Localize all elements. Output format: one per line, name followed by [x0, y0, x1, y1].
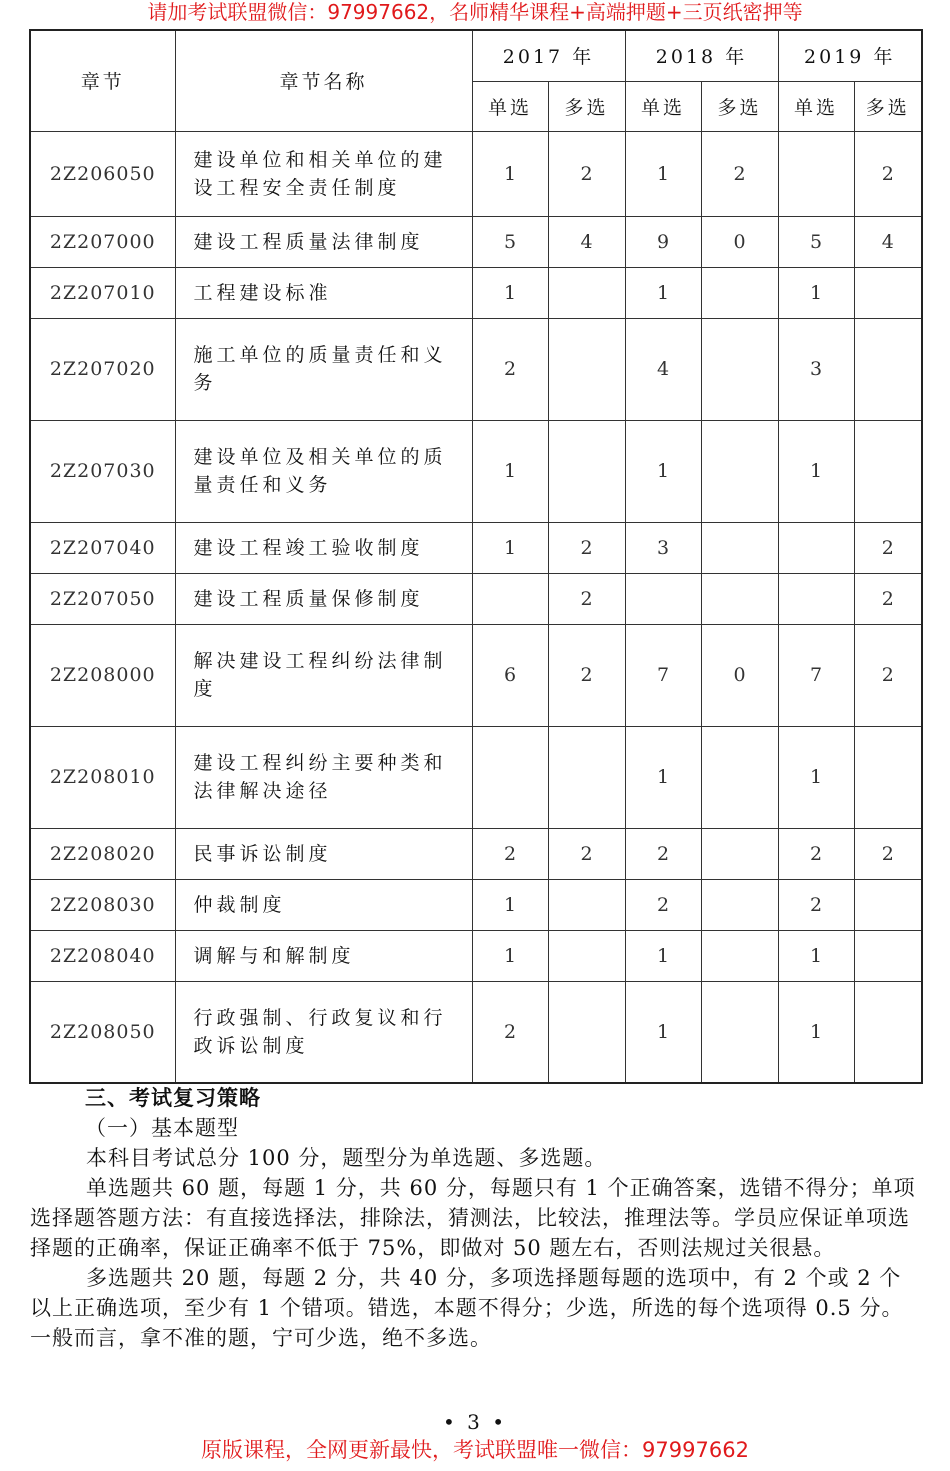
- table-row: [30, 131, 922, 216]
- question-count-cell: [701, 726, 778, 828]
- header-multi: 多选: [548, 81, 625, 131]
- question-count-cell: [472, 573, 548, 624]
- table-row: [30, 726, 922, 828]
- question-count-cell: 1: [472, 522, 548, 573]
- paragraph: 本科目考试总分 100 分，题型分为单选题、多选题。: [86, 1146, 607, 1170]
- question-count-cell: 5: [472, 216, 548, 267]
- paragraph: 多选题共 20 题，每题 2 分，共 40 分，多项选择题每题的选项中，有 2 个或 2 个以上正确选项，至少有 1 个错项。错选，本题不得分；少选，所选的每个选项得 0.5 分。一般而言，拿不准的题，宁可少选，绝不多选。: [30, 1266, 904, 1350]
- question-count-cell: [701, 522, 778, 573]
- question-count-cell: 1: [472, 420, 548, 522]
- bottom-watermark-banner: 原版课程，全网更新最快，考试联盟唯一微信：97997662: [201, 1438, 749, 1462]
- question-count-cell: [854, 267, 922, 318]
- chapter-name: 建设单位和相关单位的建设工程安全责任制度: [175, 131, 472, 216]
- exam-distribution-table: [29, 29, 923, 1084]
- question-count-cell: 1: [472, 930, 548, 981]
- question-count-cell: [472, 726, 548, 828]
- question-count-cell: 1: [625, 420, 701, 522]
- question-count-cell: 1: [625, 930, 701, 981]
- chapter-name: 行政强制、行政复议和行政诉讼制度: [175, 981, 472, 1083]
- question-count-cell: [701, 879, 778, 930]
- question-count-cell: 2: [472, 318, 548, 420]
- subsection-title: （一）基本题型: [85, 1116, 239, 1140]
- question-count-cell: 2: [854, 131, 922, 216]
- question-count-cell: [701, 828, 778, 879]
- table-row: [30, 981, 922, 1083]
- chapter-name: 建设工程质量法律制度: [175, 216, 472, 267]
- question-count-cell: 0: [701, 624, 778, 726]
- question-count-cell: [701, 981, 778, 1083]
- header-chapter: 章节: [30, 30, 175, 131]
- question-count-cell: 2: [548, 828, 625, 879]
- question-count-cell: 1: [625, 981, 701, 1083]
- header-single: 单选: [472, 81, 548, 131]
- chapter-name: 调解与和解制度: [175, 930, 472, 981]
- question-count-cell: [548, 267, 625, 318]
- chapter-code: 2Z208040: [30, 930, 175, 981]
- chapter-code: 2Z207040: [30, 522, 175, 573]
- question-count-cell: [701, 573, 778, 624]
- question-count-cell: 3: [625, 522, 701, 573]
- question-count-cell: 5: [778, 216, 854, 267]
- page-number: • 3 •: [442, 1410, 508, 1434]
- table-row: [30, 420, 922, 522]
- question-count-cell: 1: [778, 726, 854, 828]
- question-count-cell: 2: [778, 879, 854, 930]
- chapter-name: 民事诉讼制度: [175, 828, 472, 879]
- question-count-cell: 2: [625, 879, 701, 930]
- question-count-cell: [854, 981, 922, 1083]
- question-count-cell: 9: [625, 216, 701, 267]
- paragraph: 单选题共 60 题，每题 1 分，共 60 分，每题只有 1 个正确答案，选错不得分；单项选择题答题方法：有直接选择法，排除法，猜测法，比较法，推理法等。学员应保证单项选择题的正确率，保证正确率不低于 75%，即做对 50 题左右，否则法规过关很悬。: [30, 1176, 916, 1260]
- question-count-cell: 3: [778, 318, 854, 420]
- question-count-cell: 1: [625, 267, 701, 318]
- top-watermark-banner: 请加考试联盟微信：97997662，名师精华课程+高端押题+三页纸密押等: [147, 0, 803, 24]
- header-single: 单选: [778, 81, 854, 131]
- chapter-code: 2Z206050: [30, 131, 175, 216]
- chapter-code: 2Z208000: [30, 624, 175, 726]
- question-count-cell: 1: [778, 930, 854, 981]
- question-count-cell: [778, 522, 854, 573]
- header-year-2017: 2017 年: [472, 30, 625, 81]
- chapter-name: 解决建设工程纠纷法律制度: [175, 624, 472, 726]
- header-chapter-name: 章节名称: [175, 30, 472, 131]
- question-count-cell: 2: [548, 522, 625, 573]
- question-count-cell: 2: [548, 131, 625, 216]
- chapter-name: 建设单位及相关单位的质量责任和义务: [175, 420, 472, 522]
- question-count-cell: [548, 318, 625, 420]
- question-count-cell: 1: [778, 267, 854, 318]
- question-count-cell: 1: [625, 131, 701, 216]
- question-count-cell: [548, 930, 625, 981]
- question-count-cell: [854, 726, 922, 828]
- question-count-cell: 1: [625, 726, 701, 828]
- chapter-code: 2Z207020: [30, 318, 175, 420]
- question-count-cell: 2: [778, 828, 854, 879]
- question-count-cell: [778, 131, 854, 216]
- question-count-cell: [854, 879, 922, 930]
- table-row: [30, 828, 922, 879]
- question-count-cell: [778, 573, 854, 624]
- section-title: 三、考试复习策略: [85, 1086, 261, 1110]
- question-count-cell: 2: [472, 981, 548, 1083]
- question-count-cell: 1: [778, 981, 854, 1083]
- header-year-2018: 2018 年: [625, 30, 778, 81]
- question-count-cell: 2: [854, 573, 922, 624]
- question-count-cell: 4: [854, 216, 922, 267]
- table-row: [30, 216, 922, 267]
- question-count-cell: [854, 318, 922, 420]
- chapter-code: 2Z208010: [30, 726, 175, 828]
- question-count-cell: 2: [854, 624, 922, 726]
- chapter-name: 建设工程质量保修制度: [175, 573, 472, 624]
- question-count-cell: 2: [548, 624, 625, 726]
- header-multi: 多选: [701, 81, 778, 131]
- question-count-cell: [701, 930, 778, 981]
- table-row: [30, 573, 922, 624]
- question-count-cell: [701, 420, 778, 522]
- question-count-cell: 6: [472, 624, 548, 726]
- question-count-cell: 2: [625, 828, 701, 879]
- chapter-code: 2Z207050: [30, 573, 175, 624]
- question-count-cell: 2: [548, 573, 625, 624]
- chapter-code: 2Z207000: [30, 216, 175, 267]
- chapter-code: 2Z207010: [30, 267, 175, 318]
- table-row: [30, 318, 922, 420]
- body-text: [30, 1143, 920, 1353]
- table-row: [30, 930, 922, 981]
- chapter-name: 建设工程竣工验收制度: [175, 522, 472, 573]
- question-count-cell: 2: [854, 828, 922, 879]
- table-row: [30, 879, 922, 930]
- question-count-cell: 1: [472, 879, 548, 930]
- question-count-cell: [625, 573, 701, 624]
- question-count-cell: 0: [701, 216, 778, 267]
- chapter-name: 建设工程纠纷主要种类和法律解决途径: [175, 726, 472, 828]
- header-single: 单选: [625, 81, 701, 131]
- question-count-cell: 7: [778, 624, 854, 726]
- table-row: [30, 267, 922, 318]
- question-count-cell: [854, 930, 922, 981]
- question-count-cell: [548, 981, 625, 1083]
- chapter-code: 2Z208020: [30, 828, 175, 879]
- question-count-cell: 4: [625, 318, 701, 420]
- question-count-cell: [701, 318, 778, 420]
- question-count-cell: 1: [472, 131, 548, 216]
- question-count-cell: [548, 879, 625, 930]
- table-row: [30, 624, 922, 726]
- question-count-cell: [548, 726, 625, 828]
- question-count-cell: 2: [472, 828, 548, 879]
- header-year-2019: 2019 年: [778, 30, 922, 81]
- question-count-cell: 1: [778, 420, 854, 522]
- table-row: [30, 522, 922, 573]
- chapter-code: 2Z208030: [30, 879, 175, 930]
- chapter-name: 仲裁制度: [175, 879, 472, 930]
- chapter-code: 2Z208050: [30, 981, 175, 1083]
- question-count-cell: [854, 420, 922, 522]
- chapter-code: 2Z207030: [30, 420, 175, 522]
- question-count-cell: 2: [701, 131, 778, 216]
- question-count-cell: 2: [854, 522, 922, 573]
- question-count-cell: 4: [548, 216, 625, 267]
- chapter-name: 工程建设标准: [175, 267, 472, 318]
- question-count-cell: 1: [472, 267, 548, 318]
- chapter-name: 施工单位的质量责任和义务: [175, 318, 472, 420]
- question-count-cell: [701, 267, 778, 318]
- header-multi: 多选: [854, 81, 922, 131]
- question-count-cell: [548, 420, 625, 522]
- question-count-cell: 7: [625, 624, 701, 726]
